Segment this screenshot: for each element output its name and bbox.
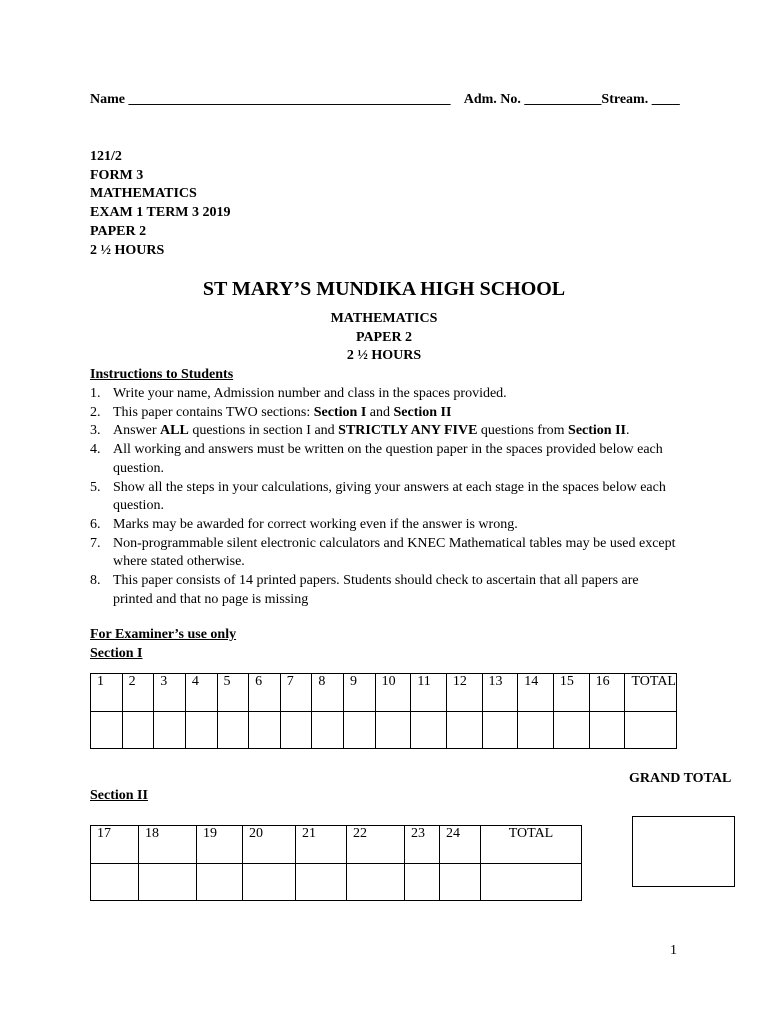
instruction-item: 2. This paper contains TWO sections: Section I and Section II	[90, 404, 452, 420]
instruction-item: 8. This paper consists of 14 printed papers. Students should check to ascertain that all papers are printed and that no page is missing	[90, 573, 639, 607]
total-cell: TOTAL	[481, 826, 582, 864]
question-cell: 16	[589, 674, 625, 712]
exam-term: EXAM 1 TERM 3 2019	[90, 205, 231, 221]
adm-label: Adm. No.	[463, 92, 521, 107]
section-1-title: Section I	[90, 646, 143, 661]
question-cell: 22	[347, 826, 405, 864]
score-cell[interactable]	[312, 712, 344, 749]
question-cell: 17	[91, 826, 139, 864]
score-cell[interactable]	[91, 712, 123, 749]
question-cell: 14	[518, 674, 554, 712]
question-cell: 8	[312, 674, 344, 712]
question-cell: 5	[217, 674, 249, 712]
question-cell: 15	[553, 674, 589, 712]
table-header-row	[91, 674, 677, 712]
score-cell[interactable]	[122, 712, 154, 749]
score-cell[interactable]	[344, 712, 376, 749]
score-row	[91, 864, 582, 901]
score-cell[interactable]	[446, 712, 482, 749]
section-2-title: Section II	[90, 788, 148, 803]
question-cell: 19	[197, 826, 243, 864]
question-cell: 12	[446, 674, 482, 712]
question-cell: 7	[280, 674, 312, 712]
question-cell: 9	[344, 674, 376, 712]
question-cell: 21	[296, 826, 347, 864]
question-cell: 24	[440, 826, 481, 864]
name-adm-stream-line	[90, 92, 680, 108]
instructions-title: Instructions to Students	[90, 367, 234, 382]
question-cell: 10	[375, 674, 411, 712]
instruction-item: 6. Marks may be awarded for correct working even if the answer is wrong.	[90, 516, 518, 532]
total-cell: TOTAL	[625, 674, 677, 712]
name-label: Name	[90, 92, 125, 107]
score-cell[interactable]	[217, 712, 249, 749]
question-cell: 4	[185, 674, 217, 712]
score-cell[interactable]	[482, 712, 518, 749]
score-cell[interactable]	[375, 712, 411, 749]
page-number: 1	[670, 943, 677, 958]
score-cell[interactable]	[440, 864, 481, 901]
adm-blank[interactable]: ___________	[524, 92, 602, 107]
table-header-row	[91, 826, 582, 864]
instruction-item: 1. Write your name, Admission number and class in the spaces provided.	[90, 386, 507, 401]
question-cell: 6	[249, 674, 281, 712]
score-cell[interactable]	[185, 712, 217, 749]
subject-line: MATHEMATICS	[90, 186, 197, 202]
score-cell[interactable]	[139, 864, 197, 901]
duration-heading: 2 ½ HOURS	[346, 348, 422, 363]
score-cell[interactable]	[91, 864, 139, 901]
instruction-item: 7. Non-programmable silent electronic calculators and KNEC Mathematical tables may be used except where stated otherwise.	[90, 535, 676, 570]
score-cell[interactable]	[154, 712, 186, 749]
score-row	[91, 712, 677, 749]
instructions-list	[90, 385, 680, 609]
question-cell: 3	[154, 674, 186, 712]
question-cell: 18	[139, 826, 197, 864]
instruction-item: 4. All working and answers must be written on the question paper in the spaces provided below each question.	[90, 442, 663, 476]
duration-line: 2 ½ HOURS	[90, 242, 165, 258]
total-score-cell[interactable]	[481, 864, 582, 901]
instruction-item: 5. Show all the steps in your calculations, giving your answers at each stage in the spaces below each question.	[90, 479, 666, 514]
score-cell[interactable]	[197, 864, 243, 901]
question-cell: 11	[411, 674, 447, 712]
score-cell[interactable]	[589, 712, 625, 749]
name-blank[interactable]: ______________________________________________	[128, 92, 451, 107]
question-cell: 1	[91, 674, 123, 712]
school-title: ST MARY’S MUNDIKA HIGH SCHOOL	[202, 278, 566, 300]
score-cell[interactable]	[243, 864, 296, 901]
total-score-cell[interactable]	[625, 712, 677, 749]
paper-meta	[90, 148, 231, 260]
instruction-item: 3. Answer ALL questions in section I and STRICTLY ANY FIVE questions from Section II.	[90, 423, 630, 439]
grand-total-label: GRAND TOTAL	[629, 771, 732, 786]
paper-line: PAPER 2	[90, 223, 147, 239]
question-cell: 23	[405, 826, 440, 864]
paper-code: 121/2	[90, 149, 122, 164]
question-cell: 13	[482, 674, 518, 712]
subject-heading: MATHEMATICS	[330, 311, 438, 326]
section-1-marks-table	[90, 673, 677, 749]
stream-label: Stream.	[601, 92, 649, 107]
section-2-marks-table	[90, 825, 582, 901]
examiner-use-title: For Examiner’s use only	[90, 627, 237, 642]
question-cell: 20	[243, 826, 296, 864]
form-level: FORM 3	[90, 167, 144, 183]
score-cell[interactable]	[411, 712, 447, 749]
score-cell[interactable]	[249, 712, 281, 749]
stream-blank[interactable]: ____	[651, 92, 680, 107]
score-cell[interactable]	[553, 712, 589, 749]
question-cell: 2	[122, 674, 154, 712]
score-cell[interactable]	[296, 864, 347, 901]
score-cell[interactable]	[347, 864, 405, 901]
score-cell[interactable]	[518, 712, 554, 749]
grand-total-box[interactable]	[632, 816, 735, 887]
score-cell[interactable]	[280, 712, 312, 749]
score-cell[interactable]	[405, 864, 440, 901]
paper-heading: PAPER 2	[355, 330, 413, 345]
